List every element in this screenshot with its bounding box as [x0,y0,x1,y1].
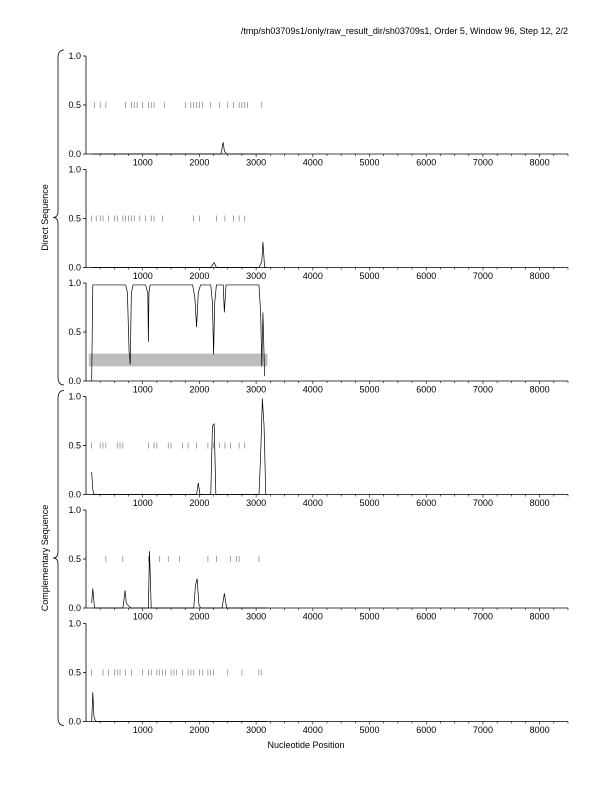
x-tick-label: 2000 [189,384,210,395]
panel-2 [68,165,568,281]
x-tick-label: 3000 [246,611,267,622]
group-brace [53,391,64,726]
x-tick-label: 5000 [359,157,380,168]
x-tick-label: 1000 [132,157,153,168]
x-tick-label: 7000 [472,384,493,395]
x-tick-label: 6000 [416,611,437,622]
group-label: Complementary Sequence [40,504,50,612]
group-label: Direct Sequence [40,184,50,251]
y-tick-label: 1.0 [68,51,81,62]
x-tick-label: 6000 [416,157,437,168]
y-tick-label: 0.5 [68,327,81,338]
x-tick-label: 4000 [302,498,323,508]
y-tick-label: 1.0 [68,164,81,175]
y-tick-label: 0.0 [68,376,81,387]
chart-title: /tmp/sh03709s1/only/raw_result_dir/sh03709s1, Order 5, Window 96, Step 12, 2/2 [240,26,568,36]
x-tick-label: 1000 [132,384,153,395]
x-tick-label: 1000 [132,611,153,622]
x-tick-label: 5000 [359,725,380,735]
panel-3 [68,278,568,394]
x-tick-label: 5000 [359,271,380,281]
x-tick-label: 2000 [189,498,210,508]
y-tick-label: 0.5 [68,213,81,224]
x-tick-label: 2000 [189,157,210,168]
y-tick-label: 0.5 [68,554,81,565]
x-tick-label: 5000 [359,498,380,508]
x-tick-label: 3000 [246,271,267,281]
x-tick-label: 6000 [416,725,437,735]
coding-potential-line [92,692,268,721]
x-tick-label: 5000 [359,611,380,622]
x-tick-label: 4000 [302,271,323,281]
x-tick-label: 3000 [246,498,267,508]
highlight-region [89,354,268,367]
x-tick-label: 3000 [246,384,267,395]
x-tick-label: 1000 [132,725,153,735]
x-tick-label: 4000 [302,725,323,735]
y-tick-label: 1.0 [68,618,81,629]
x-tick-label: 1000 [132,271,153,281]
coding-potential-line [92,242,268,267]
y-tick-label: 1.0 [68,391,81,402]
panel-4 [68,392,568,508]
group-brace [53,50,64,385]
x-tick-label: 8000 [529,498,550,508]
x-tick-label: 3000 [246,157,267,168]
x-tick-label: 2000 [189,725,210,735]
x-tick-label: 7000 [472,498,493,508]
x-axis-label: Nucleotide Position [267,740,345,750]
x-tick-label: 2000 [189,271,210,281]
y-tick-label: 0.0 [68,716,81,727]
y-tick-label: 0.5 [68,100,81,111]
x-tick-label: 8000 [529,611,550,622]
x-tick-label: 8000 [529,271,550,281]
panel-6 [68,619,568,735]
x-tick-label: 7000 [472,611,493,622]
x-tick-label: 7000 [472,157,493,168]
y-tick-label: 0.5 [68,667,81,678]
x-tick-label: 6000 [416,498,437,508]
x-tick-label: 4000 [302,384,323,395]
x-tick-label: 1000 [132,498,153,508]
panel-1 [68,51,568,167]
x-tick-label: 8000 [529,384,550,395]
x-tick-label: 4000 [302,157,323,168]
x-tick-label: 2000 [189,611,210,622]
y-tick-label: 0.0 [68,603,81,614]
coding-potential-line [92,142,268,154]
x-tick-label: 3000 [246,725,267,735]
x-tick-label: 8000 [529,157,550,168]
x-tick-label: 7000 [472,725,493,735]
x-tick-label: 4000 [302,611,323,622]
coding-potential-line [92,285,265,381]
y-tick-label: 1.0 [68,505,81,516]
y-tick-label: 0.0 [68,489,81,500]
panel-5 [68,505,568,621]
coding-potential-line [92,398,268,494]
y-tick-label: 0.0 [68,149,81,160]
x-tick-label: 7000 [472,271,493,281]
x-tick-label: 6000 [416,271,437,281]
x-tick-label: 5000 [359,384,380,395]
y-tick-label: 1.0 [68,278,81,289]
x-tick-label: 6000 [416,384,437,395]
y-tick-label: 0.5 [68,440,81,451]
x-tick-label: 8000 [529,725,550,735]
y-tick-label: 0.0 [68,262,81,273]
